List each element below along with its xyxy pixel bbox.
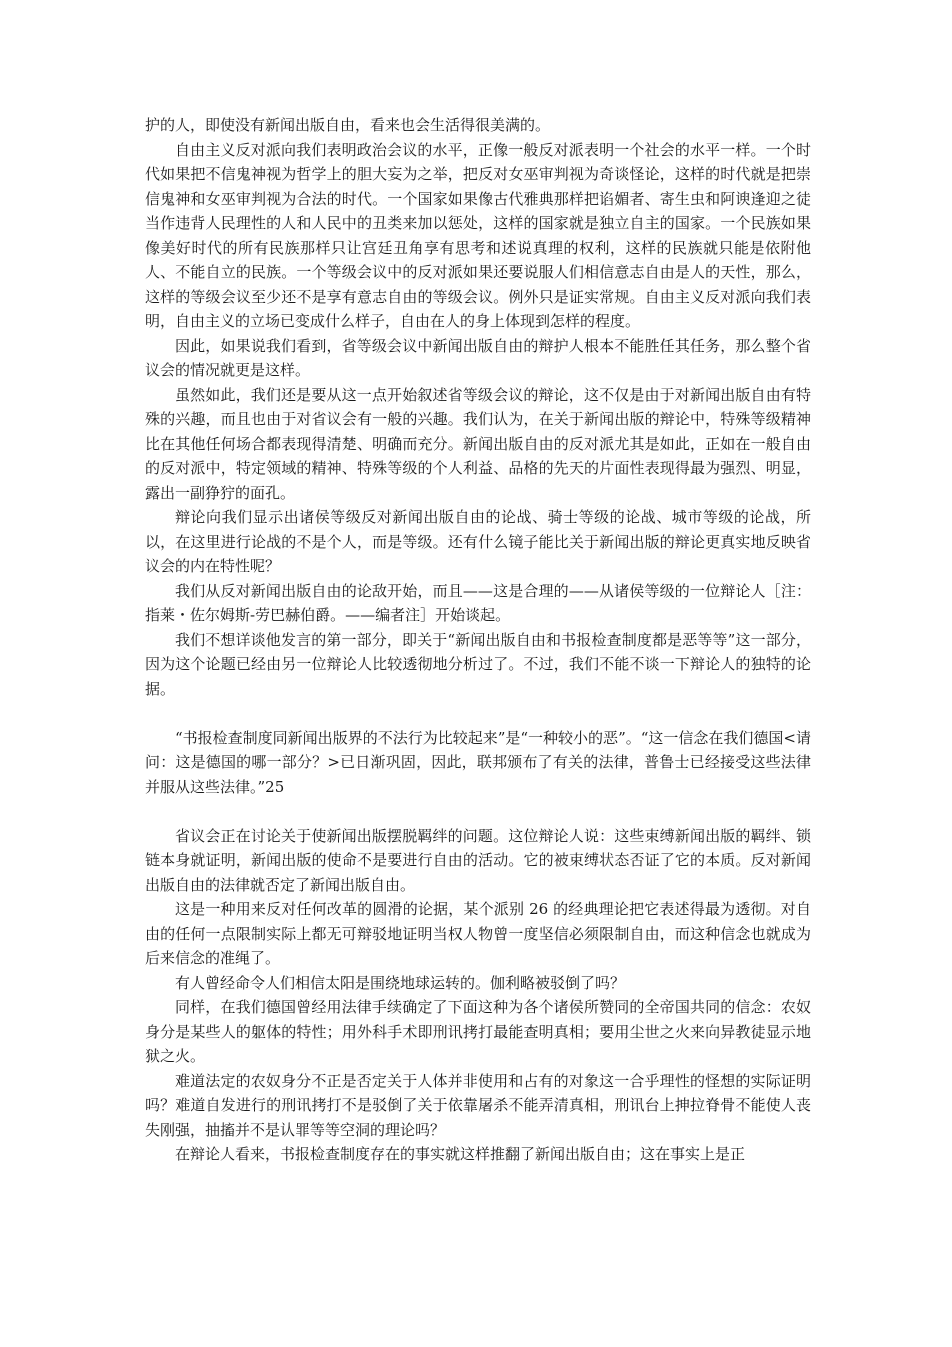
paragraph-truncated: 在辩论人看来，书报检查制度存在的事实就这样推翻了新闻出版自由；这在事实上是正	[175, 1145, 746, 1163]
paragraph: 辩论向我们显示出诸侯等级反对新闻出版自由的论战、骑士等级的论战、城市等级的论战，所以，在这里进行论战的不是个人，而是等级。还有什么镜子能比关于新闻出版的辩论更真实地反映省议会的内在特性呢？	[145, 508, 811, 575]
paragraph: 自由主义反对派向我们表明政治会议的水平，正像一般反对派表明一个社会的水平一样。一个时代如果把不信鬼神视为哲学上的胆大妄为之举，把反对女巫审判视为奇谈怪论，这样的时代就是把崇信鬼神和女巫审判视为合法的时代。一个国家如果像古代雅典那样把谄媚者、寄生虫和阿谀逢迎之徒当作违背人民理性的人和人民中的丑类来加以惩处，这样的国家就是独立自主的国家。一个民族如果像美好时代的所有民族那样只让宫廷丑角享有思考和述说真理的权利，这样的民族就只能是依附他人、不能自立的民族。一个等级会议中的反对派如果还要说服人们相信意志自由是人的天性，那么，这样的等级会议至少还不是享有意志自由的等级会议。例外只是证实常规。自由主义反对派向我们表明，自由主义的立场已变成什么样子，自由在人的身上体现到怎样的程度。	[145, 140, 811, 330]
paragraph: 虽然如此，我们还是要从这一点开始叙述省等级会议的辩论，这不仅是由于对新闻出版自由有特殊的兴趣，而且也由于对省议会有一般的兴趣。我们认为，在关于新闻出版的辩论中，特殊等级精神比在其他任何场合都表现得清楚、明确而充分。新闻出版自由的反对派尤其是如此，正如在一般自由的反对派中，特定领域的精神、特殊等级的个人利益、品格的先天的片面性表现得最为强烈、明显，露出一副狰狞的面孔。	[145, 385, 811, 502]
paragraph: 有人曾经命令人们相信太阳是围绕地球运转的。伽利略被驳倒了吗？	[175, 973, 626, 992]
document-page	[145, 113, 811, 1167]
paragraph: 这是一种用来反对任何改革的圆滑的论据，某个派别 26 的经典理论把它表述得最为透彻。对自由的任何一点限制实际上都无可辩驳地证明当权人物曾一度坚信必须限制自由，而这种信念也就成为后来信念的准绳了。	[145, 900, 811, 967]
quoted-paragraph: “书报检查制度同新闻出版界的不法行为比较起来”是“一种较小的恶”。“这一信念在我们德国<请问：这是德国的哪一部分？>已日渐巩固，因此，联邦颁布了有关的法律，普鲁士已经接受这些法律并服从这些法律。”25	[145, 728, 811, 796]
paragraph: 因此，如果说我们看到，省等级会议中新闻出版自由的辩护人根本不能胜任其任务，那么整个省议会的情况就更是这样。	[145, 336, 811, 379]
paragraph: 我们不想详谈他发言的第一部分，即关于“新闻出版自由和书报检查制度都是恶等等”这一部分，因为这个论题已经由另一位辩论人比较透彻地分析过了。不过，我们不能不谈一下辩论人的独特的论据。	[145, 630, 811, 698]
paragraph: 我们从反对新闻出版自由的论敌开始，而且——这是合理的——从诸侯等级的一位辩论人［注：指莱・佐尔姆斯-劳巴赫伯爵。——编者注］开始谈起。	[145, 581, 811, 624]
paragraph: 省议会正在讨论关于使新闻出版摆脱羁绊的问题。这位辩论人说：这些束缚新闻出版的羁绊、锁链本身就证明，新闻出版的使命不是要进行自由的活动。它的被束缚状态否证了它的本质。反对新闻出版自由的法律就否定了新闻出版自由。	[145, 826, 811, 894]
paragraph-continuation: 护的人，即使没有新闻出版自由，看来也会生活得很美满的。	[145, 116, 551, 134]
paragraph: 难道法定的农奴身分不正是否定关于人体并非使用和占有的对象这一合乎理性的怪想的实际证明吗？难道自发进行的刑讯拷打不是驳倒了关于依靠屠杀不能弄清真相，刑讯台上抻拉脊骨不能使人丧失刚强，抽搐并不是认罪等等空洞的理论吗？	[145, 1071, 811, 1139]
paragraph: 同样，在我们德国曾经用法律手续确定了下面这种为各个诸侯所赞同的全帝国共同的信念：农奴身分是某些人的躯体的特性；用外科手术即刑讯拷打最能查明真相；要用尘世之火来向异教徒显示地狱之火。	[145, 998, 811, 1065]
